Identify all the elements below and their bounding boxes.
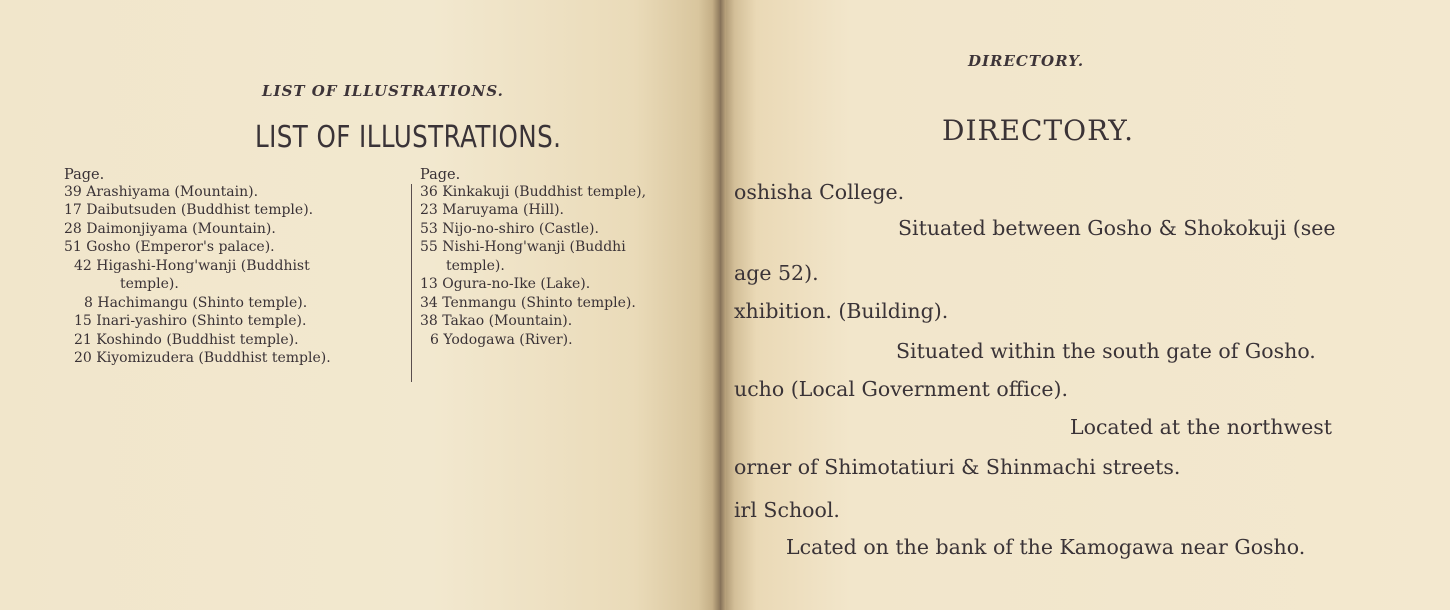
- page-label: Page.: [420, 167, 461, 183]
- directory-description: Located at the northwest: [1070, 415, 1332, 439]
- list-item-continuation: temple).: [120, 276, 179, 292]
- list-item: 8 Hachimangu (Shinto temple).: [84, 294, 308, 311]
- illustrations-column-1: [64, 166, 409, 368]
- illustrations-column-2: [420, 166, 720, 349]
- list-item-continuation: temple).: [446, 257, 505, 274]
- list-item: 34 Tenmangu (Shinto temple).: [420, 294, 636, 311]
- list-item: 53 Nijo-no-shiro (Castle).: [420, 220, 599, 237]
- directory-entry: xhibition. (Building).: [734, 299, 949, 323]
- list-item: 23 Maruyama (Hill).: [420, 202, 564, 218]
- directory-description: Situated between Gosho & Shokokuji (see: [898, 216, 1336, 240]
- directory-description: Lcated on the bank of the Kamogawa near Gosho.: [786, 535, 1306, 559]
- list-item: 55 Nishi-Hong'wanji (Buddhi: [420, 239, 626, 255]
- directory-entry: ucho (Local Government office).: [734, 377, 1069, 401]
- left-running-head: LIST OF ILLUSTRATIONS.: [262, 82, 504, 100]
- list-item: 6 Yodogawa (River).: [430, 331, 573, 348]
- list-item: 42 Higashi-Hong'wanji (Buddhist: [74, 257, 310, 274]
- list-item: 21 Koshindo (Buddhist temple).: [74, 331, 299, 348]
- directory-description: orner of Shimotatiuri & Shinmachi streets.: [734, 455, 1181, 479]
- left-page-title: LIST OF ILLUSTRATIONS.: [255, 120, 562, 155]
- list-item: 15 Inari-yashiro (Shinto temple).: [74, 313, 307, 329]
- directory-description: age 52).: [734, 261, 819, 285]
- right-running-head: DIRECTORY.: [968, 52, 1085, 70]
- list-item: 17 Daibutsuden (Buddhist temple).: [64, 202, 314, 218]
- list-item: 38 Takao (Mountain).: [420, 313, 573, 329]
- directory-entry: irl School.: [734, 498, 840, 522]
- directory-entry: oshisha College.: [734, 180, 905, 204]
- column-divider: [411, 184, 412, 382]
- right-page-title: DIRECTORY.: [942, 114, 1135, 147]
- list-item: 20 Kiyomizudera (Buddhist temple).: [74, 350, 331, 366]
- list-item: 51 Gosho (Emperor's palace).: [64, 239, 275, 255]
- list-item: 36 Kinkakuji (Buddhist temple),: [420, 183, 647, 200]
- list-item: 39 Arashiyama (Mountain).: [64, 183, 259, 200]
- list-item: 28 Daimonjiyama (Mountain).: [64, 220, 276, 237]
- list-item: 13 Ogura-no-Ike (Lake).: [420, 276, 591, 292]
- page-label: Page.: [64, 167, 105, 183]
- directory-description: Situated within the south gate of Gosho.: [896, 339, 1316, 363]
